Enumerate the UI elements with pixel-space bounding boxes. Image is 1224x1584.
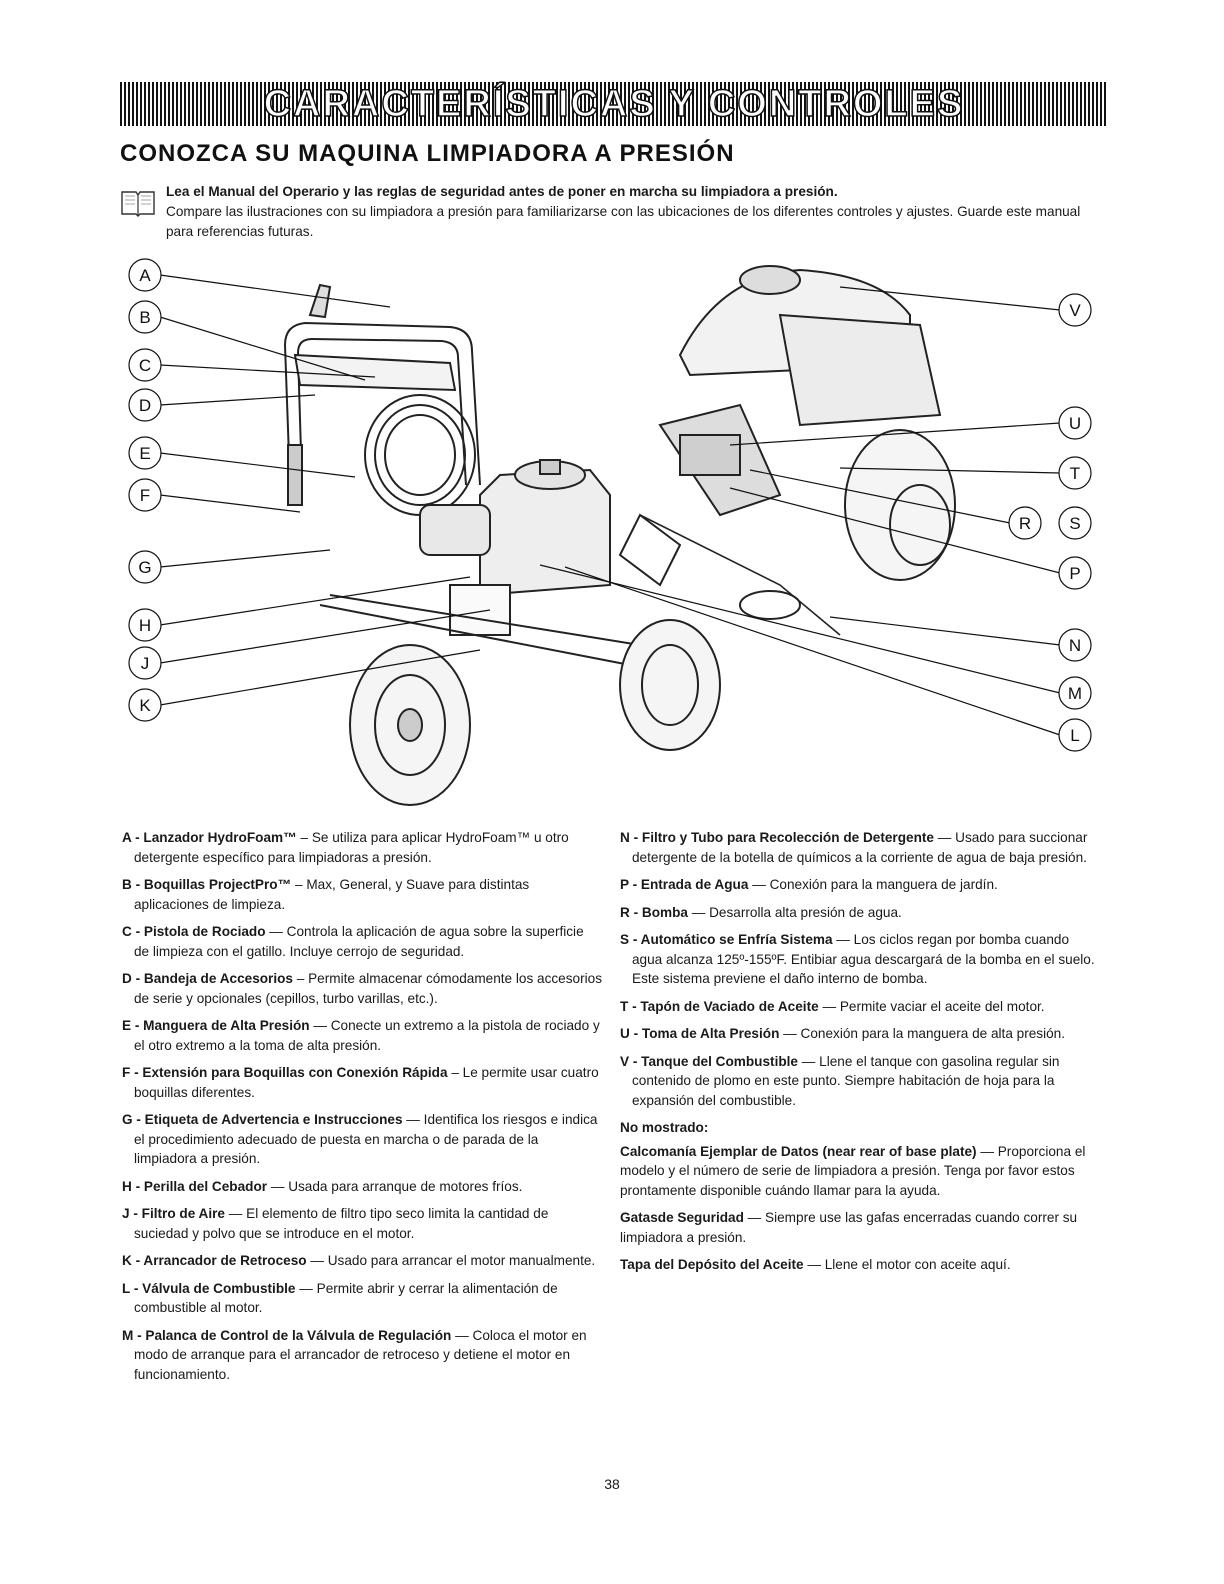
callout-S [1059,507,1091,539]
callout-U [1059,407,1091,439]
svg-text:G: G [138,558,152,577]
callout-G [129,551,161,583]
page-number: 38 [604,1476,620,1492]
item-v: V - Tanque del Combustible — Llene el tanque con gasolina regular sin contenido de plomo en este punto. Siempre habitación de hoja para la expansión del combustible. [620,1053,1060,1108]
callout-L [1059,719,1091,751]
callout-D [129,389,161,421]
callout-J [129,647,161,679]
item-u: U - Toma de Alta Presión — Conexión para la manguera de alta presión. [620,1026,1066,1041]
item-a: A - Lanzador HydroFoam™ – Se utiliza para aplicar HydroFoam™ u otro detergente específico para limpiadoras a presión. [122,830,569,865]
item-b: B - Boquillas ProjectPro™ – Max, General, y Suave para distintas aplicaciones de limpieza. [122,877,530,912]
intro-text [166,182,1106,242]
svg-text:V: V [1069,301,1081,320]
header-banner [120,82,1108,126]
item-l: L - Válvula de Combustible — Permite abrir y cerrar la alimentación de combustible al motor. [122,1280,558,1315]
item-c: C - Pistola de Rociado — Controla la aplicación de agua sobre la superficie de limpieza con el gatillo. Incluye cerrojo de seguridad. [122,924,584,959]
svg-text:C: C [138,356,152,375]
svg-text:K: K [139,696,151,715]
not-shown-heading: No mostrado: [620,1120,709,1135]
manual-book-icon [120,186,156,218]
svg-text:J: J [140,654,150,673]
left-column [122,828,602,1392]
section-title: CONOZCA SU MAQUINA LIMPIADORA A PRESIÓN [120,140,735,167]
callout-B [129,301,161,333]
svg-text:S: S [1069,514,1081,533]
item-t: T - Tapón de Vaciado de Aceite — Permite vaciar el aceite del motor. [620,998,1045,1014]
item-d: D - Bandeja de Accesorios – Permite almacenar cómodamente los accesorios de serie y opcionales (cepillos, turbo varillas, etc.). [122,971,603,1006]
item-k: K - Arrancador de Retroceso — Usado para arrancar el motor manualmente. [122,1253,596,1268]
item-r: R - Bomba — Desarrolla alta presión de agua. [620,904,902,920]
svg-text:N: N [1068,636,1082,655]
item-h: H - Perilla del Cebador — Usada para arranque de motores fríos. [122,1178,523,1194]
callout-A [129,259,161,291]
item-s: S - Automático se Enfría Sistema — Los ciclos regan por bomba cuando agua alcanza 125º-155ºF. Entibiar agua descargará de la bomba en el suelo. Este sistema previene el daño interno de bomba. [620,932,1095,986]
svg-text:F: F [139,486,151,505]
callouts-right [1009,294,1091,751]
callout-T [1059,457,1091,489]
svg-text:T: T [1069,464,1081,483]
callout-E [129,437,161,469]
callout-F [129,479,161,511]
svg-text:L: L [1070,726,1080,745]
banner-title: CARACTERÍSTICAS Y CONTROLES [263,83,965,125]
svg-text:B: B [139,308,151,327]
item-n: N - Filtro y Tubo para Recolección de Detergente — Usado para succionar detergente de la botella de químicos a la corriente de agua de baja presión. [620,830,1088,865]
svg-text:E: E [139,444,151,463]
svg-text:A: A [139,266,151,285]
callout-R [1009,507,1041,539]
svg-text:D: D [138,396,152,415]
callouts-left [129,259,161,721]
pressure-washer-diagram [120,255,1110,815]
item-m: M - Palanca de Control de la Válvula de Regulación — Coloca el motor en modo de arranque para el arrancador de retroceso y detiene el motor en funcionamiento. [122,1327,587,1382]
item-g: G - Etiqueta de Advertencia e Instrucciones — Identifica los riesgos e indica el procedimiento adecuado de puesta en marcha o de parada de la limpiadora a presión. [122,1112,598,1166]
item-p: P - Entrada de Agua — Conexión para la manguera de jardín. [620,877,998,892]
item-e: E - Manguera de Alta Presión — Conecte un extremo a la pistola de rociado y el otro extremo a la toma de alta presión. [122,1018,600,1053]
not-shown-item-data-decal: Calcomanía Ejemplar de Datos (near rear of base plate) — Proporciona el modelo y el número de serie de limpiadora a presión. Tenga por favor estos prontamente disponible cuándo llamar para la ayuda. [620,1143,1086,1198]
svg-text:H: H [138,616,152,635]
item-f: F - Extensión para Boquillas con Conexión Rápida – Le permite usar cuatro boquillas diferentes. [122,1065,599,1100]
svg-text:M: M [1067,684,1083,703]
washer-illustration [285,266,955,805]
svg-text:P: P [1069,564,1081,583]
right-column [620,828,1100,1283]
not-shown-item-safety-glasses: Gatasde Seguridad — Siempre use las gafas encerradas cuando correr su limpiadora a presión. [620,1210,1078,1245]
callout-P [1059,557,1091,589]
svg-text:R: R [1018,514,1032,533]
intro-bold-line: Lea el Manual del Operario y las reglas de seguridad antes de poner en marcha su limpiadora a presión. [166,184,838,199]
callout-K [129,689,161,721]
callout-V [1059,294,1091,326]
intro-line: Compare las ilustraciones con su limpiadora a presión para familiarizarse con las ubicaciones de los diferentes controles y ajustes. Guarde este manual para referencias futuras. [166,204,1081,239]
callout-M [1059,677,1091,709]
callout-N [1059,629,1091,661]
svg-text:U: U [1068,414,1082,433]
callout-H [129,609,161,641]
callout-C [129,349,161,381]
not-shown-item-oil-cap: Tapa del Depósito del Aceite — Llene el motor con aceite aquí. [620,1257,1011,1272]
item-j: J - Filtro de Aire — El elemento de filtro tipo seco limita la cantidad de suciedad y polvo que se introduce en el motor. [122,1206,549,1241]
